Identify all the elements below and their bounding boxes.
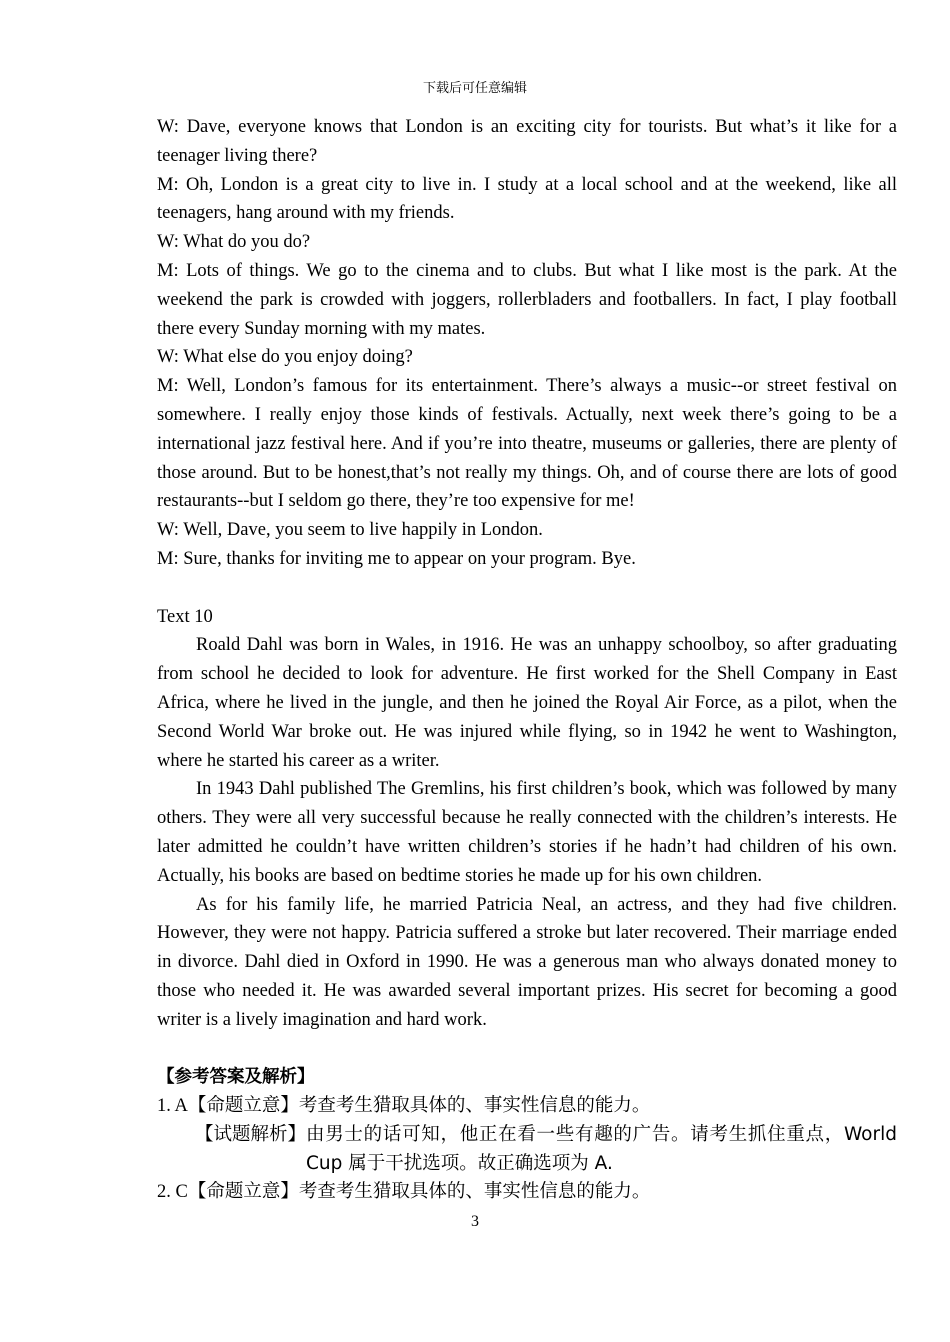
section-title: Text 10 bbox=[157, 606, 213, 627]
answer-text: 考查考生猎取具体的、事实性信息的能力。 bbox=[298, 1181, 651, 1203]
dialogue-line: M: Sure, thanks for inviting me to appear on your program. Bye. bbox=[157, 548, 636, 569]
answer-item-1 bbox=[157, 1092, 897, 1121]
answer-number: 2. C bbox=[157, 1182, 188, 1203]
document-body bbox=[157, 113, 897, 1207]
analysis-text: 由男士的话可知，他正在看一些有趣的广告。请考生抓住重点，World Cup 属于干扰选项。故正确选项为 A. bbox=[306, 1123, 897, 1174]
dialogue-line: M: Oh, London is a great city to live in. I study at a local school and at the weekend, like all teenagers, hang around with my friends. bbox=[157, 174, 897, 224]
answer-analysis-1 bbox=[157, 1121, 897, 1179]
answer-number: 1. A bbox=[157, 1096, 188, 1117]
answers-title: 【参考答案及解析】 bbox=[157, 1067, 315, 1088]
answer-tag: 【命题立意】 bbox=[187, 1181, 299, 1203]
dialogue-line: M: Lots of things. We go to the cinema and to clubs. But what I like most is the park. At the weekend the park is crowded with joggers, rollerbladers and footballers. In fact, I play football there every Sunday morning with my mates. bbox=[157, 260, 897, 339]
dialogue-line: W: What else do you enjoy doing? bbox=[157, 347, 413, 368]
text-paragraph: As for his family life, he married Patricia Neal, an actress, and they had five children. However, they were not happy. Patricia suffered a stroke but later recovered. Their marriage ended in divorce. Dahl died in Oxford in 1990. He was a generous man who always donated money to those who needed it. He was awarded several important prizes. His secret for becoming a good writer is a lively imagination and hard work. bbox=[157, 894, 897, 1030]
dialogue-line: W: What do you do? bbox=[157, 232, 311, 253]
page-number: 3 bbox=[471, 1213, 479, 1230]
answer-tag: 【命题立意】 bbox=[187, 1095, 299, 1117]
blank-line bbox=[157, 574, 897, 603]
answer-text: 考查考生猎取具体的、事实性信息的能力。 bbox=[298, 1095, 651, 1117]
blank-line bbox=[157, 1035, 897, 1064]
text-paragraph: Roald Dahl was born in Wales, in 1916. He was an unhappy schoolboy, so after graduating from school he decided to look for adventure. He first worked for the Shell Company in East Africa, where he lived in the jungle, and then he joined the Royal Air Force, as a pilot, when the Second World War broke out. He was injured while flying, so in 1942 he went to Washington, where he started his career as a writer. bbox=[157, 635, 897, 771]
analysis-tag: 【试题解析】 bbox=[194, 1123, 306, 1145]
dialogue-line: W: Dave, everyone knows that London is an exciting city for tourists. But what’s it like for a teenager living there? bbox=[157, 117, 897, 166]
answer-item-2 bbox=[157, 1178, 897, 1207]
dialogue-line: M: Well, London’s famous for its entertainment. There’s always a music--or street festival on somewhere. I really enjoy those kinds of festivals. Actually, next week there’s going to be a international jazz festival here. And if you’re into theatre, museums or galleries, there are plenty of those around. But to be honest,that’s not really my things. Oh, and of course there are lots of good restaurants--but I seldom go there, they’re too expensive for me! bbox=[157, 376, 897, 512]
page-header: 下载后可任意编辑 bbox=[422, 81, 527, 96]
dialogue-line: W: Well, Dave, you seem to live happily in London. bbox=[157, 520, 543, 541]
text-paragraph: In 1943 Dahl published The Gremlins, his first children’s book, which was followed by many others. They were all very successful because he really connected with the children’s interests. He later admitted he couldn’t have written children’s stories if he hadn’t had children of his own. Actually, his books are based on bedtime stories he made up for his own children. bbox=[157, 779, 897, 886]
